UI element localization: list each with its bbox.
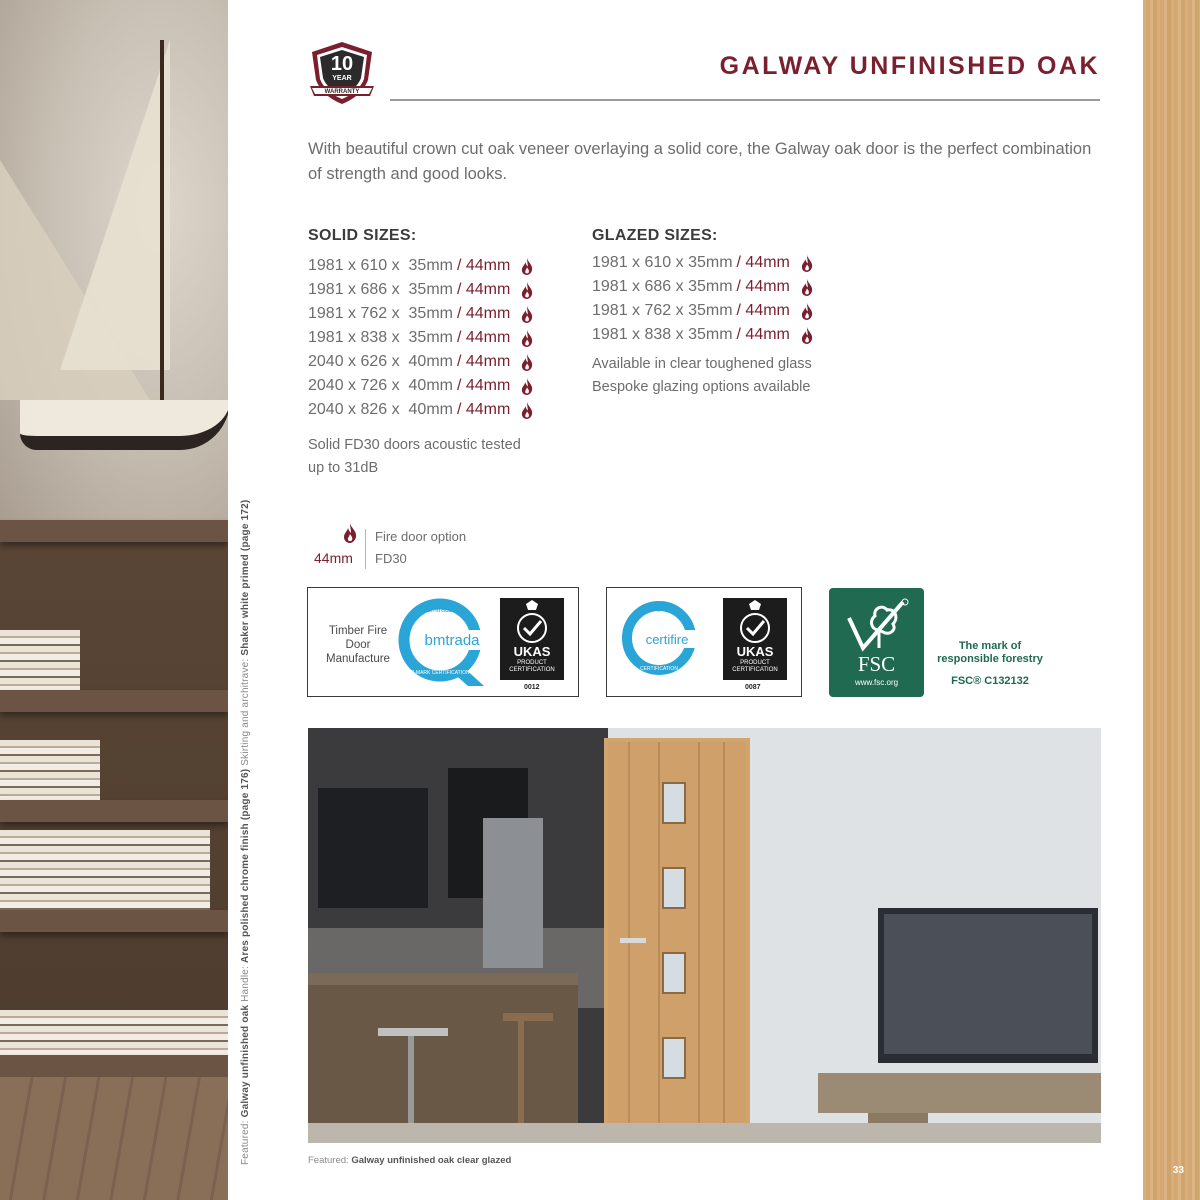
bmtrada-ring-text: Q-MARK CERTIFICATION (410, 670, 470, 676)
oak-texture-strip (1143, 0, 1200, 1200)
size-fire-option: / 44mm (456, 257, 511, 274)
certifire-cert-box (606, 587, 802, 697)
size-dimensions: 2040 x 726 x 40mm (308, 377, 453, 394)
size-fire-option: / 44mm (456, 377, 511, 394)
size-fire-option: / 44mm (456, 281, 511, 298)
photo-boat-hull (20, 400, 228, 450)
flame-icon (800, 303, 814, 320)
legend-44mm: 44mm (314, 550, 353, 566)
solid-note-line: Solid FD30 doors acoustic tested (308, 437, 521, 453)
fsc-tagline (932, 640, 1048, 666)
size-fire-option: / 44mm (736, 302, 790, 319)
glazed-sizes-list (592, 251, 814, 347)
solid-note (308, 434, 521, 480)
size-row (308, 350, 534, 374)
caption-prefix: Featured: (308, 1155, 352, 1166)
cert-text-line: Manufacture (326, 653, 390, 665)
flame-icon (520, 258, 534, 275)
fsc-url: www.fsc.org (854, 678, 899, 687)
flame-icon (800, 279, 814, 296)
size-dimensions: 1981 x 686 x 35mm (592, 278, 733, 295)
legend-fd30: FD30 (375, 551, 407, 566)
flame-icon (342, 523, 358, 543)
bmtrada-q-mark-logo (398, 598, 488, 688)
size-row (308, 278, 534, 302)
flame-icon (520, 282, 534, 299)
left-photo-credit (240, 499, 251, 1165)
size-fire-option: / 44mm (736, 326, 790, 343)
credit-skirting-label: Skirting and architrave: (240, 655, 251, 769)
page-number: 33 (1172, 1165, 1184, 1176)
size-row (308, 302, 534, 326)
size-dimensions: 2040 x 626 x 40mm (308, 353, 453, 370)
fsc-logo (829, 588, 924, 697)
cert-text-line: Door (345, 639, 371, 651)
photo-shelf (0, 1055, 228, 1077)
glazed-sizes-heading: GLAZED SIZES: (592, 227, 718, 244)
photo-floor (0, 1077, 228, 1200)
certifire-ring-text: CERTIFICATION (640, 666, 678, 672)
badge-year: YEAR (332, 75, 352, 82)
certifire-top-label: warringtonfire (640, 606, 678, 612)
room-photo-illustration (308, 728, 1101, 1143)
fsc-code: FSC® C132132 (951, 675, 1029, 687)
credit-prefix: Featured: (240, 1117, 251, 1165)
ukas-logo (723, 598, 787, 680)
size-fire-option: / 44mm (456, 353, 511, 370)
photo-shelf (0, 910, 228, 932)
size-dimensions: 1981 x 762 x 35mm (308, 305, 453, 322)
solid-sizes-list (308, 254, 534, 422)
size-dimensions: 2040 x 826 x 40mm (308, 401, 453, 418)
flame-icon (520, 402, 534, 419)
title-divider (390, 99, 1100, 101)
glazed-note-line: Available in clear toughened glass (592, 356, 812, 372)
solid-sizes-heading: SOLID SIZES: (308, 227, 417, 244)
timber-fire-door-text (318, 624, 398, 666)
size-row (308, 254, 534, 278)
ukas-sub1: PRODUCT (740, 660, 770, 666)
certifire-logo (621, 598, 701, 678)
bmtrada-wordmark: bmtrada (424, 632, 480, 649)
fsc-tagline-line: responsible forestry (937, 653, 1043, 665)
legend-divider (365, 529, 366, 569)
size-dimensions: 1981 x 610 x 35mm (592, 254, 733, 271)
flame-icon (800, 255, 814, 272)
ukas-sub1: PRODUCT (517, 660, 547, 666)
caption-door: Galway unfinished oak clear glazed (351, 1155, 512, 1166)
size-dimensions: 1981 x 838 x 35mm (592, 326, 733, 343)
credit-handle: Ares polished chrome finish (page 176) (240, 768, 251, 964)
flame-icon (520, 378, 534, 395)
glazed-note (592, 353, 812, 399)
credit-door: Galway unfinished oak (240, 1004, 251, 1118)
size-row (308, 398, 534, 422)
cert-text-line: Timber Fire (328, 625, 388, 637)
ukas-number: 0012 (524, 684, 540, 691)
certifire-wordmark: certifire (645, 632, 689, 647)
photo-shelf (0, 520, 228, 542)
fsc-tagline-line: The mark of (958, 640, 1022, 652)
photo-shelf (0, 690, 228, 712)
size-dimensions: 1981 x 838 x 35mm (308, 329, 453, 346)
size-row (592, 251, 814, 275)
photo-shelf (0, 800, 228, 822)
photo-books (0, 830, 210, 910)
left-interior-photo (0, 0, 228, 1200)
flame-icon (800, 327, 814, 344)
ukas-sub2: CERTIFICATION (732, 667, 778, 673)
size-fire-option: / 44mm (736, 278, 790, 295)
ukas-label: UKAS (513, 644, 551, 659)
size-dimensions: 1981 x 686 x 35mm (308, 281, 453, 298)
fire-door-legend (312, 523, 512, 573)
ukas-label: UKAS (736, 644, 774, 659)
fsc-wordmark: FSC (857, 652, 896, 676)
flame-icon (520, 354, 534, 371)
badge-number: 10 (330, 53, 354, 75)
glazed-note-line: Bespoke glazing options available (592, 379, 811, 395)
flame-icon (520, 330, 534, 347)
photo-books (0, 630, 80, 690)
size-fire-option: / 44mm (456, 305, 511, 322)
size-row (308, 374, 534, 398)
size-fire-option: / 44mm (736, 254, 790, 271)
room-photo (308, 728, 1101, 1143)
photo-sail-front (60, 40, 170, 370)
legend-fire-door-option: Fire door option (375, 529, 467, 544)
fsc-tree-check-icon (841, 596, 911, 656)
size-dimensions: 1981 x 610 x 35mm (308, 257, 453, 274)
intro-paragraph: With beautiful crown cut oak veneer overlaying a solid core, the Galway oak door is the perfect combination of strength and good looks. (308, 140, 1092, 183)
solid-note-line: up to 31dB (308, 460, 379, 476)
size-fire-option: / 44mm (456, 329, 511, 346)
photo-mast (160, 40, 164, 420)
size-row (592, 299, 814, 323)
size-row (592, 323, 814, 347)
credit-skirting: Shaker white primed (page 172) (240, 499, 251, 656)
ukas-number: 0087 (745, 684, 761, 691)
credit-handle-label: Handle: (240, 963, 251, 1005)
page-title: GALWAY UNFINISHED OAK (719, 52, 1100, 80)
size-fire-option: / 44mm (456, 401, 511, 418)
ukas-logo (500, 598, 564, 680)
photo-books (0, 740, 100, 800)
size-dimensions: 1981 x 762 x 35mm (592, 302, 733, 319)
warranty-badge-icon (306, 40, 378, 106)
size-row (308, 326, 534, 350)
bmtrada-cert-box (307, 587, 579, 697)
ukas-sub2: CERTIFICATION (509, 667, 555, 673)
bmtrada-top-label: bmtrada (427, 607, 453, 614)
flame-icon (520, 306, 534, 323)
badge-warranty: WARRANTY (324, 89, 360, 95)
room-photo-caption (308, 1155, 511, 1166)
size-row (592, 275, 814, 299)
photo-books (0, 1010, 228, 1055)
